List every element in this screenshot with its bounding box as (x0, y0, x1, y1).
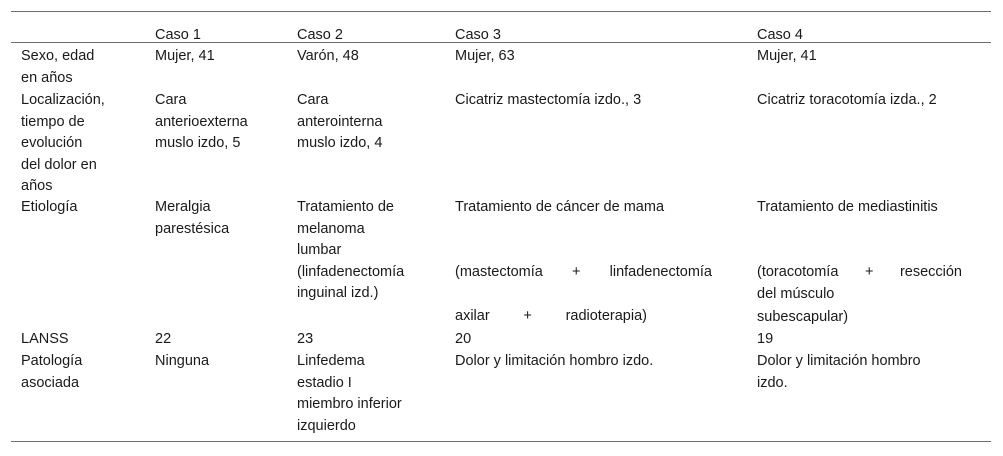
header-caso3: Caso 3 (455, 27, 501, 43)
etiologia-caso3-line1: Tratamiento de cáncer de mama (455, 199, 665, 215)
row-label-sexo: Sexo, edad en años (21, 48, 95, 86)
patologia-caso1: Ninguna (155, 353, 210, 369)
localizacion-caso1: Cara anterioexterna muslo izdo, 5 (155, 92, 248, 151)
top-rule (11, 11, 991, 12)
patologia-caso2: Linfedema estadio I miembro inferior izquierdo (297, 353, 402, 434)
etiologia-caso4-line1: Tratamiento de mediastinitis (757, 199, 938, 215)
lanss-caso1: 22 (155, 331, 172, 347)
localizacion-caso2: Cara anterointerna muslo izdo, 4 (297, 92, 383, 151)
lanss-caso2: 23 (297, 331, 314, 347)
etiologia-caso2: Tratamiento de melanoma lumbar (linfadenectomía inguinal izd.) (297, 199, 405, 301)
lanss-caso4: 19 (757, 331, 774, 347)
sexo-caso3: Mujer, 63 (455, 48, 515, 64)
data-table (11, 11, 991, 442)
sexo-caso1: Mujer, 41 (155, 48, 215, 64)
etiologia-caso3-line3: axilar + radioterapia) (455, 308, 647, 324)
row-label-etiologia: Etiología (21, 199, 78, 215)
lanss-caso3: 20 (455, 331, 472, 347)
bottom-rule (11, 441, 991, 442)
row-label-localizacion: Localización, tiempo de evolución del dolor en años (21, 92, 105, 194)
row-label-patologia: Patología asociada (21, 353, 83, 391)
localizacion-caso3: Cicatriz mastectomía izdo., 3 (455, 92, 642, 108)
sexo-caso2: Varón, 48 (297, 48, 359, 64)
etiologia-caso1: Meralgia parestésica (155, 199, 230, 237)
patologia-caso3: Dolor y limitación hombro izdo. (455, 353, 654, 369)
row-label-lanss: LANSS (21, 331, 69, 347)
sexo-caso4: Mujer, 41 (757, 48, 817, 64)
patologia-caso4: Dolor y limitación hombro izdo. (757, 353, 921, 391)
etiologia-caso3-line2: (mastectomía + linfadenectomía (455, 264, 712, 280)
etiologia-caso4-line3: del músculo (757, 286, 835, 302)
header-caso2: Caso 2 (297, 27, 343, 43)
header-caso4: Caso 4 (757, 27, 803, 43)
header-caso1: Caso 1 (155, 27, 201, 43)
etiologia-caso4-line4: subescapular) (757, 309, 849, 325)
localizacion-caso4: Cicatriz toracotomía izda., 2 (757, 92, 937, 108)
etiologia-caso4-line2: (toracotomía + resección (757, 264, 962, 280)
